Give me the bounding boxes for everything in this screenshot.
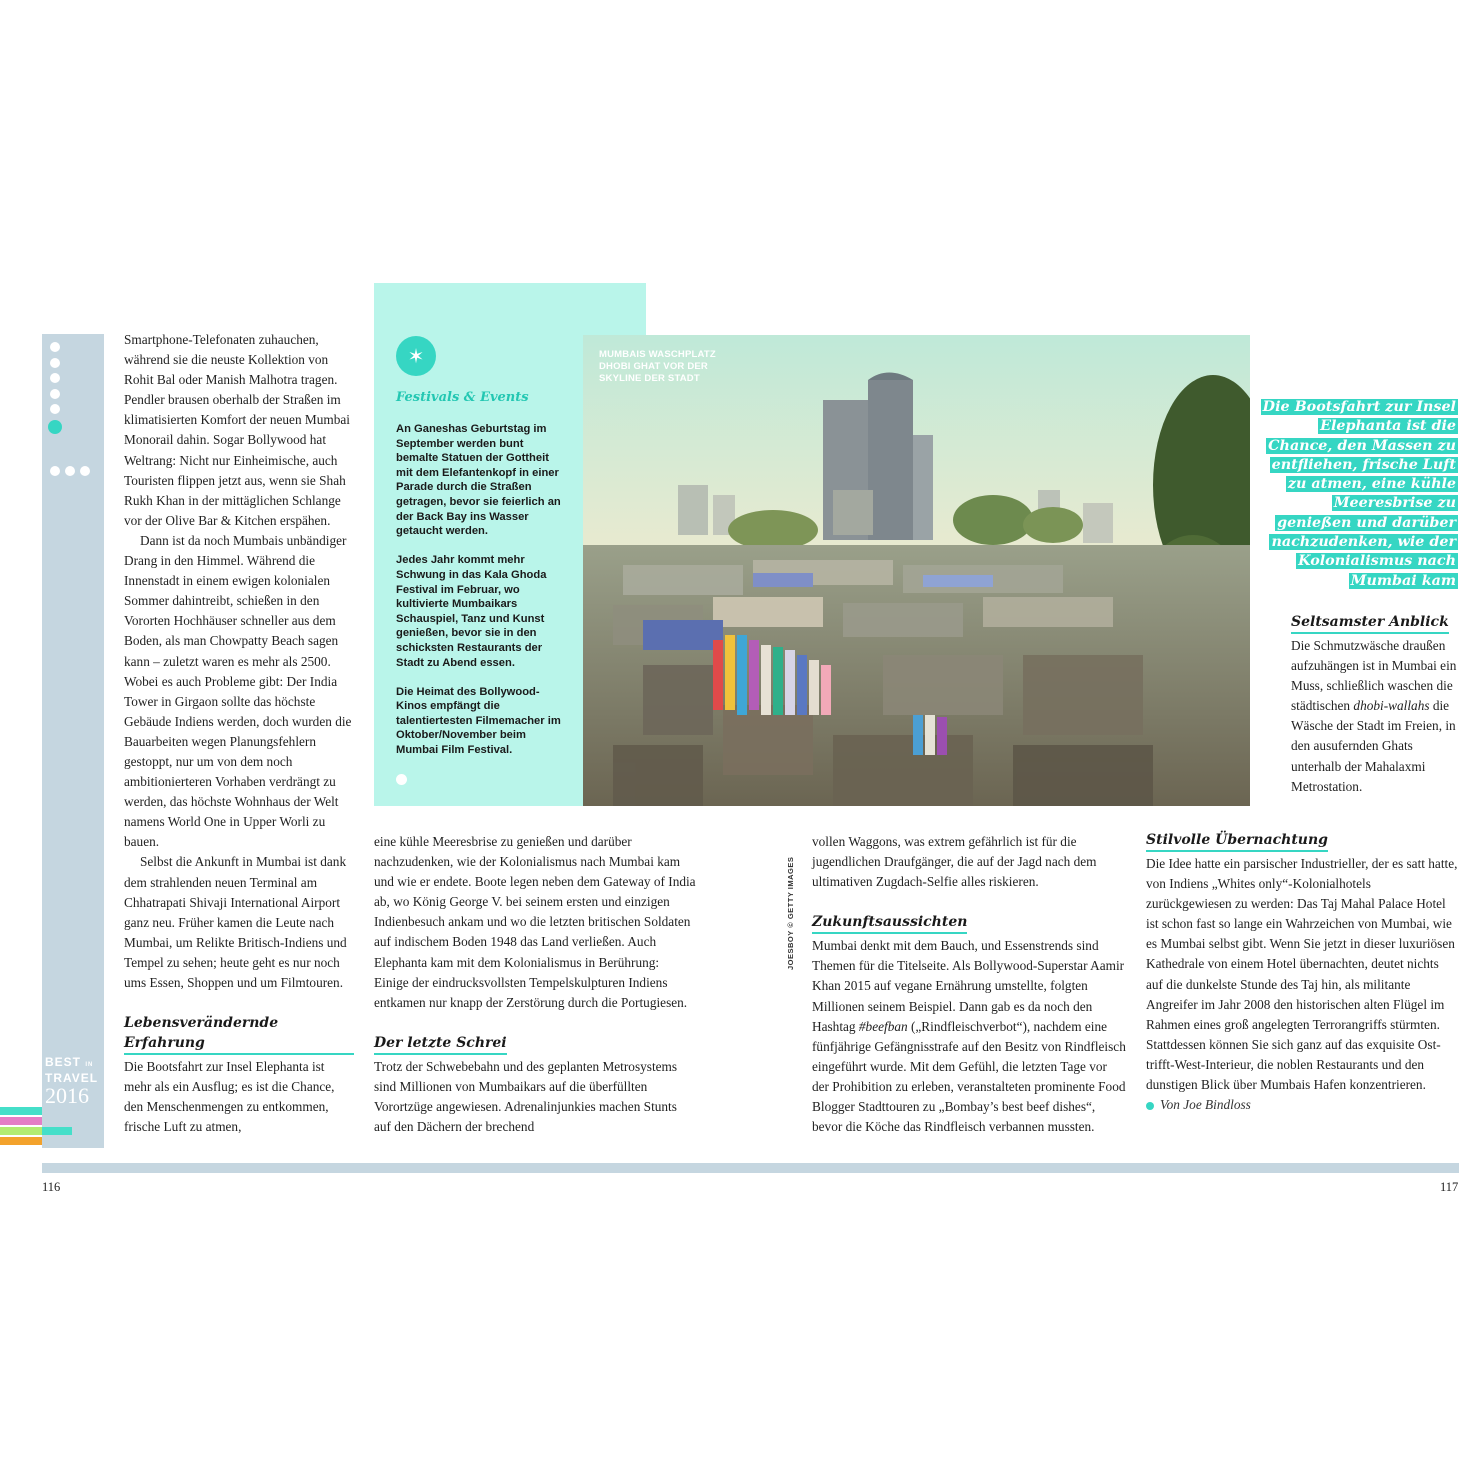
footer-bar <box>42 1163 1459 1173</box>
paragraph: vollen Waggons, was extrem gefährlich ist für die jugendlichen Draufgänger, die auf der Jagd nach dem ultimativen Zugdach-Selfie alles riskieren. <box>812 834 1097 890</box>
progress-dot <box>50 373 60 383</box>
paragraph: Dann ist da noch Mumbais unbändiger Drang in den Himmel. Während die Innenstadt in einem ewigen kolonialen Sommer dahintreibt, schießen in den Vororten Hochhäuser schneller aus dem Boden, als man Chowpatty Beach sagen kann – zuletzt waren es mehr als 2500. Wobei es auch Probleme gibt: Der India Tower in Girgaon sollte das höchste Gebäude Indiens werden, doch wurden die Bauarbeiten wegen Planungsfehlern gestoppt, nur um von dem noch ambitionierteren Vorhaben verdrängt zu werden, das höchste Wohnhaus der Welt namens World One in Upper Worli zu bauen. <box>124 532 352 850</box>
author-dot-icon <box>1146 1102 1154 1110</box>
festival-end-dot <box>396 774 407 785</box>
column-3 <box>812 832 1126 1137</box>
paragraph: Smartphone-Telefonaten zuhauchen, während sie die neuste Kollektion von Rohit Bal oder Manish Malhotra tragen. Pendler brausen oberhalb der Straßen im klimatisierten Komfort der neuen Mumbai Monorail dahin. Sogar Bollywood hat Weltrang: Nicht nur Einheimische, auch Touristen flippen jetzt aus, wenn sie Shah Rukh Khan in der mittäglichen Schlange vor der Olive Bar & Kitchen erspähen. <box>124 332 350 528</box>
column-1 <box>124 330 354 1137</box>
badge-in: IN <box>85 1062 94 1068</box>
author: Von Joe Bindloss <box>1160 1097 1251 1113</box>
festival-heading: Festivals & Events <box>396 390 529 405</box>
progress-dot <box>50 404 60 414</box>
color-bar <box>0 1137 42 1145</box>
author-line <box>1146 1095 1458 1115</box>
heading-life-changing: Lebensverändernde Erfahrung <box>124 1013 354 1055</box>
column-2 <box>374 832 696 1137</box>
heading-future: Zukunftsaussichten <box>812 912 967 934</box>
paragraph: eine kühle Meeresbrise zu genießen und darüber nachzudenken, wie der Kolonialismus nach Mumbai kam und wie er endete. Boote legen neben dem Gateway of India ab, wo König George V. bei seinem ersten und einzigen Indienbesuch ankam und wo die letzten britischen Soldaten auf indischem Boden 1948 das Land verließen. Auch Elephanta kam mit dem Kolonialismus in Berührung: Einige der eindrucksvollsten Tempelskulpturen Indiens entkamen nur knapp der Zerstörung durch die Portugiesen. <box>374 834 696 1010</box>
hashtag: #beefban <box>858 1018 908 1034</box>
column-4 <box>1146 830 1458 1115</box>
progress-dot <box>50 389 60 399</box>
sidebar-strip <box>42 334 104 1148</box>
caption-line: SKYLINE DER STADT <box>599 373 700 384</box>
paragraph: Die Idee hatte ein parsischer Industrieller, der es satt hatte, von Indiens „Whites only“-Kolonialhotels zurückgewiesen zu werden: Das Taj Mahal Palace Hotel ist schon fast so lange ein Wahrzeichen von Mumbai, wie es Mumbai selbst gibt. Wenn Sie jetzt in dieser luxuriösen Kathedrale von einem Hotel übernachten, deutet nichts auf die dunkelste Stunde des Taj hin, als militante Angreifer im Jahr 2008 den historischen alten Flügel im Rahmen eines groß angelegten Terrorangriffs stürmten. Stattdessen können Sie sich ganz auf das exquisite Ost-trifft-West-Interieur, die noblen Restaurants und den dunstigen Blick über Mumbais Hafen konzentrieren. <box>1146 856 1458 1093</box>
caption-line: DHOBI GHAT VOR DER <box>599 361 708 372</box>
best-in-travel-badge <box>45 1056 103 1107</box>
color-bar <box>0 1117 42 1125</box>
color-bar <box>42 1127 72 1135</box>
section-title: Top 10 Städte <box>20 480 40 612</box>
page-number-left: 116 <box>42 1180 61 1194</box>
dhobi-ghat-photo <box>583 335 1250 806</box>
caption-line: MUMBAIS WASCHPLATZ <box>599 349 716 360</box>
pull-quote-text: Die Bootsfahrt zur Insel Elephanta ist die Chance, den Massen zu entfliehen, frische Luft zu atmen, eine kühle Meeresbrise zu genießen und darüber nachzudenken, wie der Kolonialismus nach Mumbai kam <box>1262 399 1456 589</box>
photo-credit: JOESBOY © GETTY IMAGES <box>786 856 795 970</box>
festival-text <box>396 422 561 772</box>
text-part: die Wäsche der Stadt im Freien, in den ausufernden Ghats unterhalb der Mahalaxmi Metrostation. <box>1291 698 1456 794</box>
paragraph: Selbst die Ankunft in Mumbai ist dank dem strahlenden neuen Terminal am Chhatrapati Shivaji International Airport ganz neu. Früher kamen die Leute nach Mumbai, um Relikte Britisch-Indiens und Tempel zu sehen; heute geht es nur noch ums Essen, Shoppen und um Filmtouren. <box>124 854 347 990</box>
festival-paragraph: Die Heimat des Bollywood-Kinos empfängt die talentiertesten Filmemacher im Oktober/November beim Mumbai Film Festival. <box>396 685 561 757</box>
photo-caption <box>599 349 716 385</box>
badge-best: BEST <box>45 1055 82 1069</box>
paragraph <box>812 936 1126 1137</box>
fireworks-icon: ✶ <box>396 336 436 376</box>
badge-travel: TRAVEL <box>45 1071 99 1085</box>
badge-year: 2016 <box>45 1083 89 1108</box>
color-bar <box>0 1127 42 1135</box>
progress-dot <box>50 358 60 368</box>
term-dhobi-wallahs: dhobi-wallahs <box>1353 698 1430 714</box>
progress-dot <box>50 466 60 476</box>
column-strange-sight <box>1291 612 1461 797</box>
color-bar <box>0 1107 42 1115</box>
progress-dots-row <box>50 466 90 476</box>
progress-dots <box>50 342 62 439</box>
text-part: Mumbai denkt mit dem Bauch, und Essenstrends sind Themen für die Titelseite. Als Bollywood-Superstar Aamir Khan 2015 auf vegane Ernährung umstellte, folgten Millionen seinem Beispiel. Dann gab es da noch den Hashtag <box>812 938 1125 1034</box>
progress-dot-active <box>48 420 62 434</box>
page-number-right: 117 <box>1440 1180 1459 1194</box>
festival-paragraph: Jedes Jahr kommt mehr Schwung in das Kala Ghoda Festival im Februar, wo kultivierte Mumbaikars Schauspiel, Tanz und Kunst genießen, bevor sie in den schicksten Restaurants der Stadt zu Abend essen. <box>396 554 547 669</box>
progress-dot <box>65 466 75 476</box>
heading-strange-sight: Seltsamster Anblick <box>1291 612 1449 634</box>
pull-quote <box>1256 396 1458 589</box>
paragraph <box>1291 636 1461 797</box>
heading-stylish-stay: Stilvolle Übernachtung <box>1146 830 1328 852</box>
text-part: („Rindfleischverbot“), nachdem eine fünfjährige Gefängnisstrafe auf den Besitz von Rindfleisch eingeführt wurde. Mit dem Gefühl, die letzten Tage vor der Prohibition zu erleben, veranstalteten prominente Food Blogger Stadttouren zu „Bombay’s best beef dishes“, bevor die Köche das Rindfleisch verbannen mussten. <box>812 1018 1126 1135</box>
heading-latest-craze: Der letzte Schrei <box>374 1033 507 1055</box>
progress-dot <box>80 466 90 476</box>
paragraph: Trotz der Schwebebahn und des geplanten Metrosystems sind Millionen von Mumbaikars auf die überfüllten Vorortzüge angewiesen. Adrenalinjunkies machen Stunts auf den Dächern der brechend <box>374 1058 678 1135</box>
paragraph: Die Bootsfahrt zur Insel Elephanta ist mehr als ein Ausflug; es ist die Chance, den Menschenmengen zu entkommen, frische Luft zu atmen, <box>124 1059 335 1135</box>
progress-dot <box>50 342 60 352</box>
festival-paragraph: An Ganeshas Geburtstag im September werden bunt bemalte Statuen der Gottheit mit dem Elefantenkopf in einer Parade durch die Straßen getragen, bevor sie feierlich an der Back Bay ins Wasser getaucht werden. <box>396 423 561 538</box>
text-part: Die Schmutzwäsche draußen aufzuhängen ist in Mumbai ein Muss, schließlich waschen die städtischen <box>1291 638 1457 714</box>
